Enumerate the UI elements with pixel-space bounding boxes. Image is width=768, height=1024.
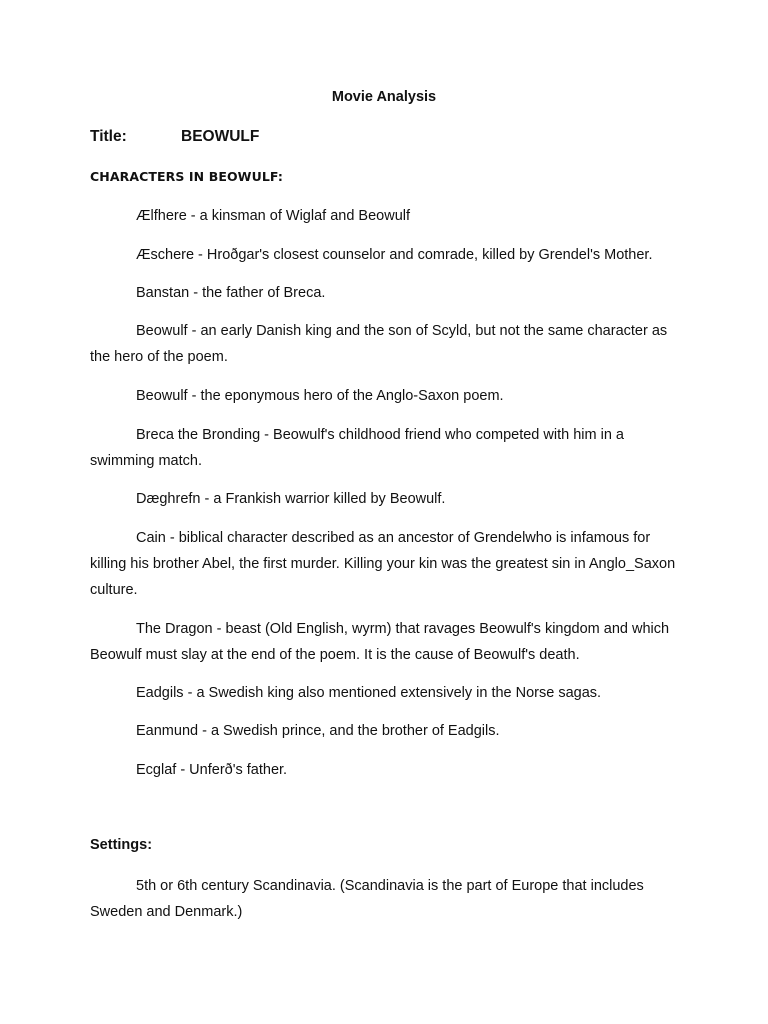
characters-heading: CHARACTERS IN BEOWULF: bbox=[90, 169, 283, 184]
settings-text: 5th or 6th century Scandinavia. (Scandinavia is the part of Europe that includes Sweden and Denmark.) bbox=[90, 878, 644, 920]
character-entry-beowulf-king: Beowulf - an early Danish king and the son of Scyld, but not the same character as the hero of the poem. bbox=[90, 323, 668, 365]
character-entry-dragon: The Dragon - beast (Old English, wyrm) that ravages Beowulf's kingdom and which Beowulf must slay at the end of the poem. It is the cause of Beowulf's death. bbox=[90, 621, 670, 663]
character-entry-eadgils: Eadgils - a Swedish king also mentioned extensively in the Norse sagas. bbox=[136, 685, 602, 701]
character-entry-daeghrefn: Dæghrefn - a Frankish warrior killed by Beowulf. bbox=[136, 491, 446, 507]
document-heading: Movie Analysis bbox=[331, 89, 437, 105]
character-entry-banstan: Banstan - the father of Breca. bbox=[136, 285, 326, 301]
character-entry-eanmund: Eanmund - a Swedish prince, and the brother of Eadgils. bbox=[136, 723, 500, 739]
character-entry-aelfhere: Ælfhere - a kinsman of Wiglaf and Beowulf bbox=[136, 208, 411, 224]
character-entry-ecglaf: Ecglaf - Unferð's father. bbox=[136, 762, 288, 778]
title-label: Title: bbox=[90, 128, 127, 145]
title-line bbox=[90, 128, 259, 146]
character-entry-cain: Cain - biblical character described as an ancestor of Grendelwho is infamous for killing his brother Abel, the first murder. Killing your kin was the greatest sin in Anglo_Saxon culture. bbox=[90, 530, 676, 598]
character-entry-beowulf-hero: Beowulf - the eponymous hero of the Anglo-Saxon poem. bbox=[136, 388, 504, 404]
settings-heading: Settings: bbox=[90, 837, 153, 853]
title-value: BEOWULF bbox=[181, 128, 260, 145]
character-entry-breca: Breca the Bronding - Beowulf's childhood friend who competed with him in a swimming match. bbox=[90, 427, 624, 469]
character-entry-aeschere: Æschere - Hroðgar's closest counselor and comrade, killed by Grendel's Mother. bbox=[136, 247, 653, 263]
